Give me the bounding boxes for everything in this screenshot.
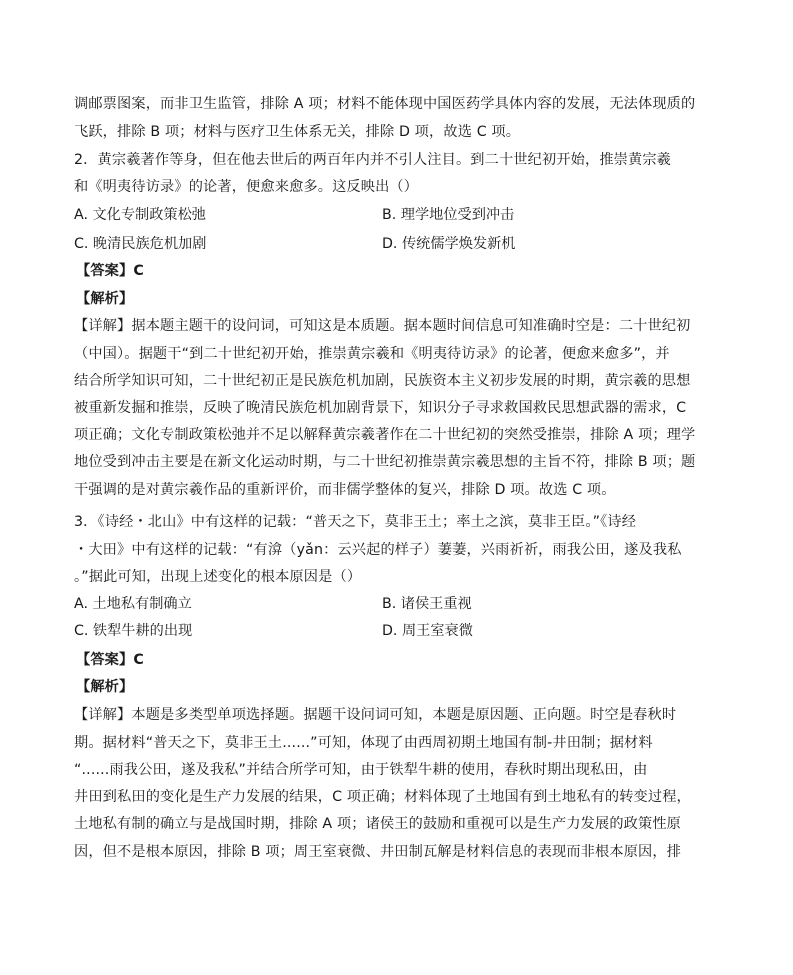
q2-detail-line: 【详解】据本题主题干的设问词，可知这是本质题。据本题时间信息可知准确时空是：二十世纪初 xyxy=(74,318,691,334)
q3-detail-line: “......雨我公田，遂及我私”并结合所学可知，由于铁犁牛耕的使用，春秋时期出现私田，由 xyxy=(74,762,648,778)
q2-detail-line: 结合所学知识可知，二十世纪初正是民族危机加剧，民族资本主义初步发展的时期，黄宗羲的思想 xyxy=(74,373,691,389)
q1-tail-line: 飞跃，排除 B 项；材料与医疗卫生体系无关，排除 D 项，故选 C 项。 xyxy=(74,124,521,140)
q3-detail-line: 井田到私田的变化是生产力发展的结果，C 项正确；材料体现了土地国有到土地私有的转变过程， xyxy=(74,789,691,805)
q3-detail-line: 【详解】本题是多类型单项选择题。据题干设问词可知，本题是原因题、正向题。时空是春秋时 xyxy=(74,707,677,723)
q2-detail-line: 干强调的是对黄宗羲作品的重新评价，而非儒学整体的复兴，排除 D 项。故选 C 项。 xyxy=(74,482,616,498)
q3-option-b: B. 诸侯王重视 xyxy=(382,596,472,612)
q3-stem-line: ・大田》中有这样的记载：“有渰（yǎn：云兴起的样子）萋萋，兴雨祈祈，雨我公田，遂及我私 xyxy=(74,542,682,558)
q2-option-a: A. 文化专制政策松弛 xyxy=(74,207,206,223)
q3-detail-line: 期。据材料“普天之下，莫非王土......”可知，体现了由西周初期土地国有制-井田制；据材料 xyxy=(74,735,653,751)
q3-detail-line: 因，但不是根本原因，排除 B 项；周王室衰微、井田制瓦解是材料信息的表现而非根本原因，排 xyxy=(74,844,682,860)
q2-analysis-label: 【解析】 xyxy=(76,291,134,307)
q2-detail-line: 项正确；文化专制政策松弛并不足以解释黄宗羲著作在二十世纪初的突然受推崇，排除 A 项；理学 xyxy=(74,427,696,443)
q2-option-b: B. 理学地位受到冲击 xyxy=(382,207,515,223)
q3-option-d: D. 周王室衰微 xyxy=(382,623,473,639)
q3-option-a: A. 土地私有制确立 xyxy=(74,596,192,612)
q1-tail-line: 调邮票图案，而非卫生监管，排除 A 项；材料不能体现中国医药学具体内容的发展，无法体现质的 xyxy=(74,96,696,112)
q3-option-c: C. 铁犁牛耕的出现 xyxy=(74,623,193,639)
q2-option-d: D. 传统儒学焕发新机 xyxy=(382,236,516,252)
q2-detail-line: 被重新发掘和推崇，反映了晚清民族危机加剧背景下，知识分子寻求救国救民思想武器的需求，C xyxy=(74,400,687,416)
q2-stem-line: 和《明夷待访录》的论著，便愈来愈多。这反映出（） xyxy=(74,179,419,195)
q3-answer: 【答案】C xyxy=(76,652,144,668)
q3-analysis-label: 【解析】 xyxy=(76,679,134,695)
q3-stem-line: 3．《诗经・北山》中有这样的记载：“普天之下，莫非王土；率土之滨，莫非王臣。”《诗经 xyxy=(74,514,637,530)
q2-detail-line: （中国）。据题干“到二十世纪初开始，推崇黄宗羲和《明夷待访录》的论著，便愈来愈多”，并 xyxy=(74,346,670,362)
q2-answer: 【答案】C xyxy=(76,263,144,279)
q3-stem-line: 。”据此可知，出现上述变化的根本原因是（） xyxy=(74,569,362,585)
q2-option-c: C. 晚清民族危机加剧 xyxy=(74,236,207,252)
q2-detail-line: 地位受到冲击主要是在新文化运动时期，与二十世纪初推崇黄宗羲思想的主旨不符，排除 B 项；题 xyxy=(74,454,696,470)
q3-detail-line: 土地私有制的确立与是战国时期，排除 A 项；诸侯王的鼓励和重视可以是生产力发展的政策性原 xyxy=(74,816,682,832)
q2-stem-line: 2．黄宗羲著作等身，但在他去世后的两百年内并不引人注目。到二十世纪初开始，推崇黄宗羲 xyxy=(74,152,672,168)
